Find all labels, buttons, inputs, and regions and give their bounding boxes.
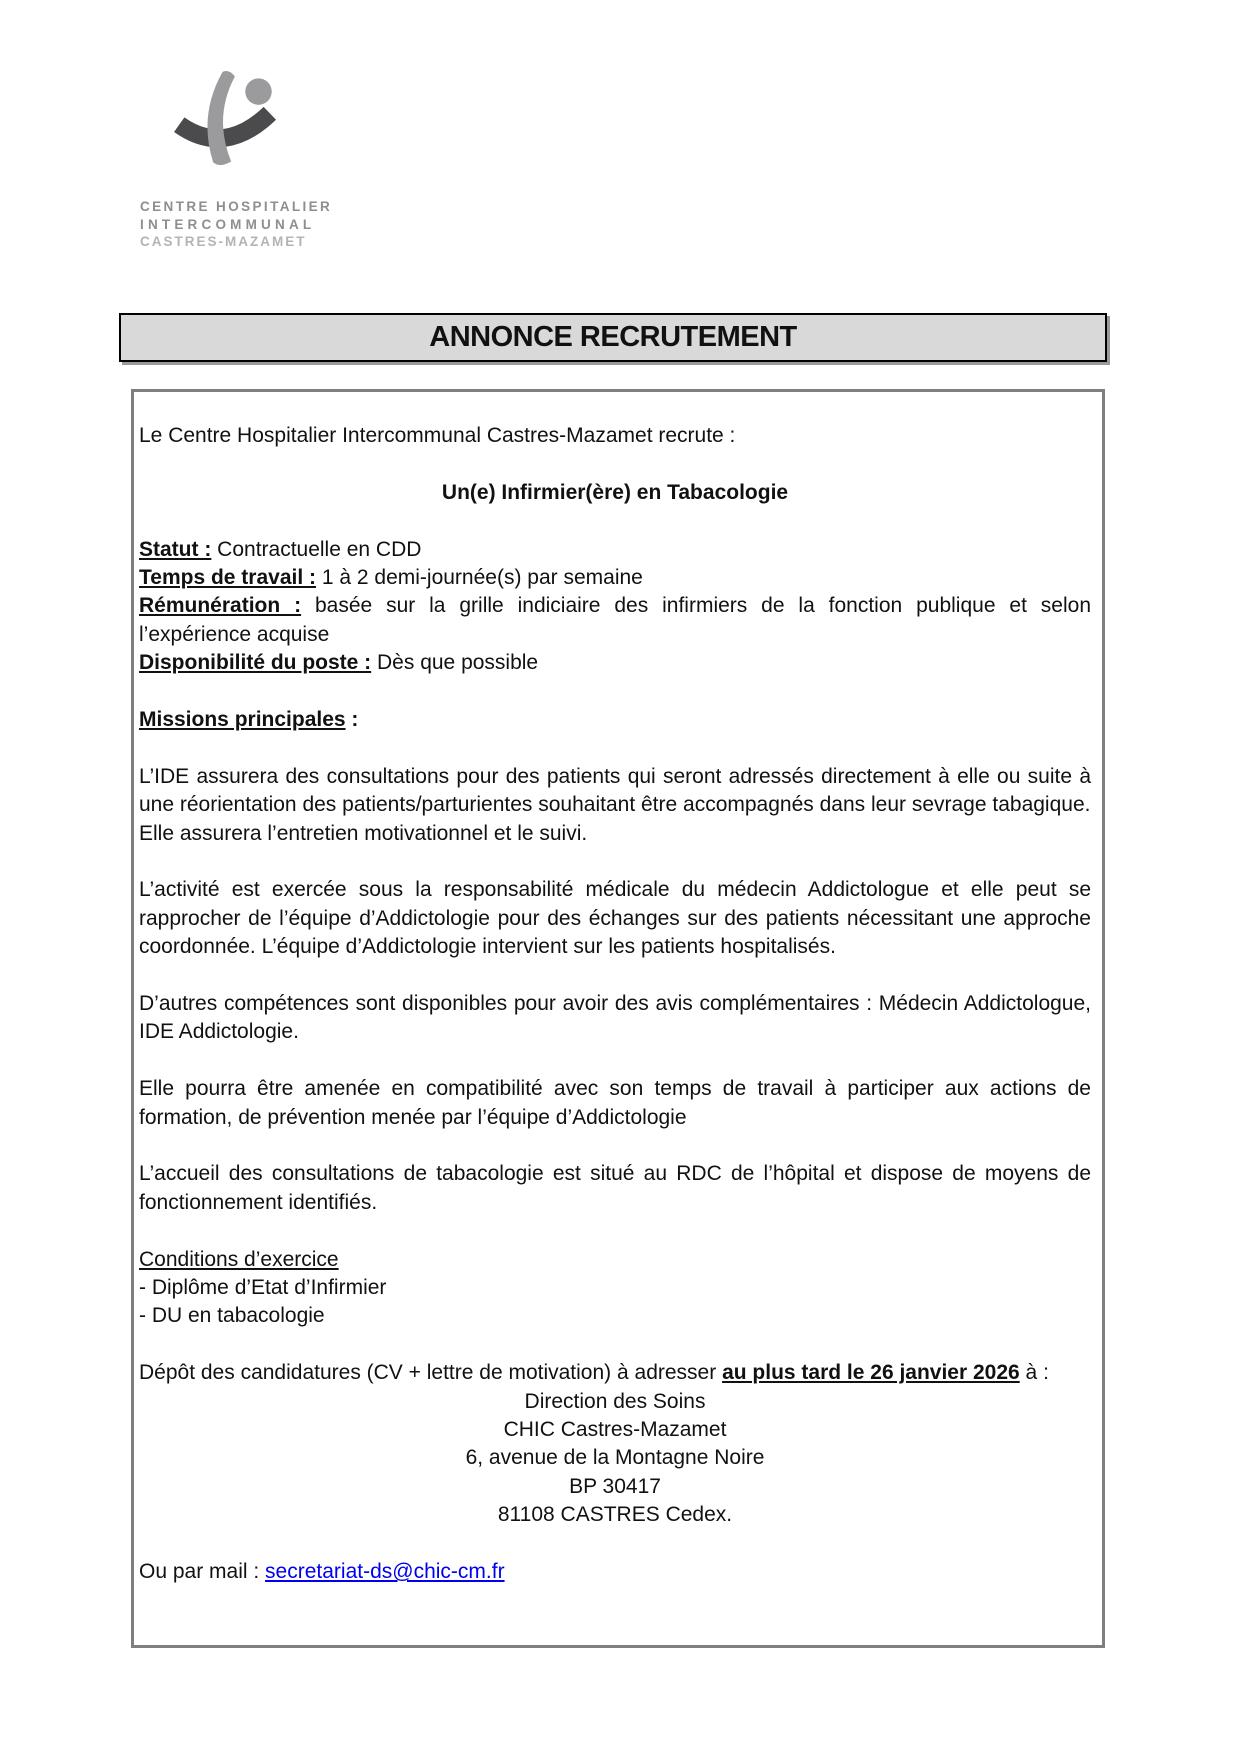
logo-line-3: CASTRES-MAZAMET [140,234,307,249]
field-value: 1 à 2 demi-journée(s) par semaine [321,566,643,589]
intro-line: Le Centre Hospitalier Intercommunal Castres-Mazamet recrute : [139,424,736,447]
address-line: CHIC Castres-Mazamet [503,1418,727,1442]
field-row-remuneration [139,592,1091,649]
field-label: Statut : [139,537,212,561]
logo-swoosh-icon [166,66,284,188]
deadline-emphasis: au plus tard le 26 janvier 2026 [722,1361,1020,1385]
body-paragraph: D’autres compétences sont disponibles pour avoir des avis complémentaires : Médecin Addictologue, IDE Addictologie. [139,992,1091,1044]
missions-heading-label: Missions principales [139,708,346,732]
address-line: Direction des Soins [524,1389,706,1413]
missions-heading-colon: : [345,708,359,732]
field-row-statut [139,536,1091,564]
position-title: Un(e) Infirmier(ère) en Tabacologie [441,480,789,504]
field-value: Contractuelle en CDD [217,537,422,561]
conditions-heading: Conditions d’exercice [139,1247,339,1271]
body-paragraph: L’accueil des consultations de tabacologie est situé au RDC de l’hôpital et dispose de moyens de fonctionnement identifiés. [139,1162,1091,1214]
submission-paragraph [139,1359,1091,1387]
banner-title: ANNONCE RECRUTEMENT [429,321,797,353]
logo-line-2: INTERCOMMUNAL [140,216,316,232]
address-line: 81108 CASTRES Cedex. [497,1503,733,1527]
condition-item: - DU en tabacologie [139,1304,325,1328]
email-link[interactable]: secretariat-ds@chic-cm.fr [265,1560,505,1584]
field-label: Disponibilité du poste : [139,651,372,675]
mail-line [139,1558,1091,1586]
submission-prefix: Dépôt des candidatures (CV + lettre de motivation) à adresser [139,1361,723,1385]
logo-text [140,198,400,251]
announcement-banner [119,313,1107,362]
missions-heading [139,706,1091,734]
body-paragraph: L’IDE assurera des consultations pour des patients qui seront adressés directement à elle ou suite à une réorientation des patients/parturientes souhaitant être accompagnés dans leur sevrage tabagique. [139,764,1091,817]
field-value: Dès que possible [377,651,539,675]
submission-suffix: à : [1019,1361,1049,1385]
body-paragraph: Elle assurera l’entretien motivationnel et le suivi. [139,821,588,845]
field-label: Temps de travail : [139,566,317,589]
address-line: BP 30417 [569,1474,661,1498]
address-line: 6, avenue de la Montagne Noire [465,1446,765,1470]
body-paragraph: L’activité est exercée sous la responsabilité médicale du médecin Addictologue et elle peut se rapprocher de l’équipe d’Addictologie pour des échanges sur des patients nécessitant une approche coordonnée. L’équipe d’Addictologie intervient sur les patients hospitalisés. [139,878,1091,959]
mail-prefix: Ou par mail : [139,1560,266,1584]
logo-line-1: CENTRE HOSPITALIER [140,199,333,214]
field-label: Rémunération : [139,594,302,618]
field-row-disponibilite [139,649,1091,677]
field-value: basée sur la grille indiciaire des infirmiers de la fonction publique et selon l’expérience acquise [139,594,1091,646]
announcement-body [131,389,1105,1648]
condition-item: - Diplôme d’Etat d’Infirmier [139,1276,387,1300]
hospital-logo [140,66,400,251]
field-row-temps-travail [139,564,1091,592]
body-paragraph: Elle pourra être amenée en compatibilité avec son temps de travail à participer aux actions de formation, de prévention menée par l’équipe d’Addictologie [139,1077,1091,1129]
